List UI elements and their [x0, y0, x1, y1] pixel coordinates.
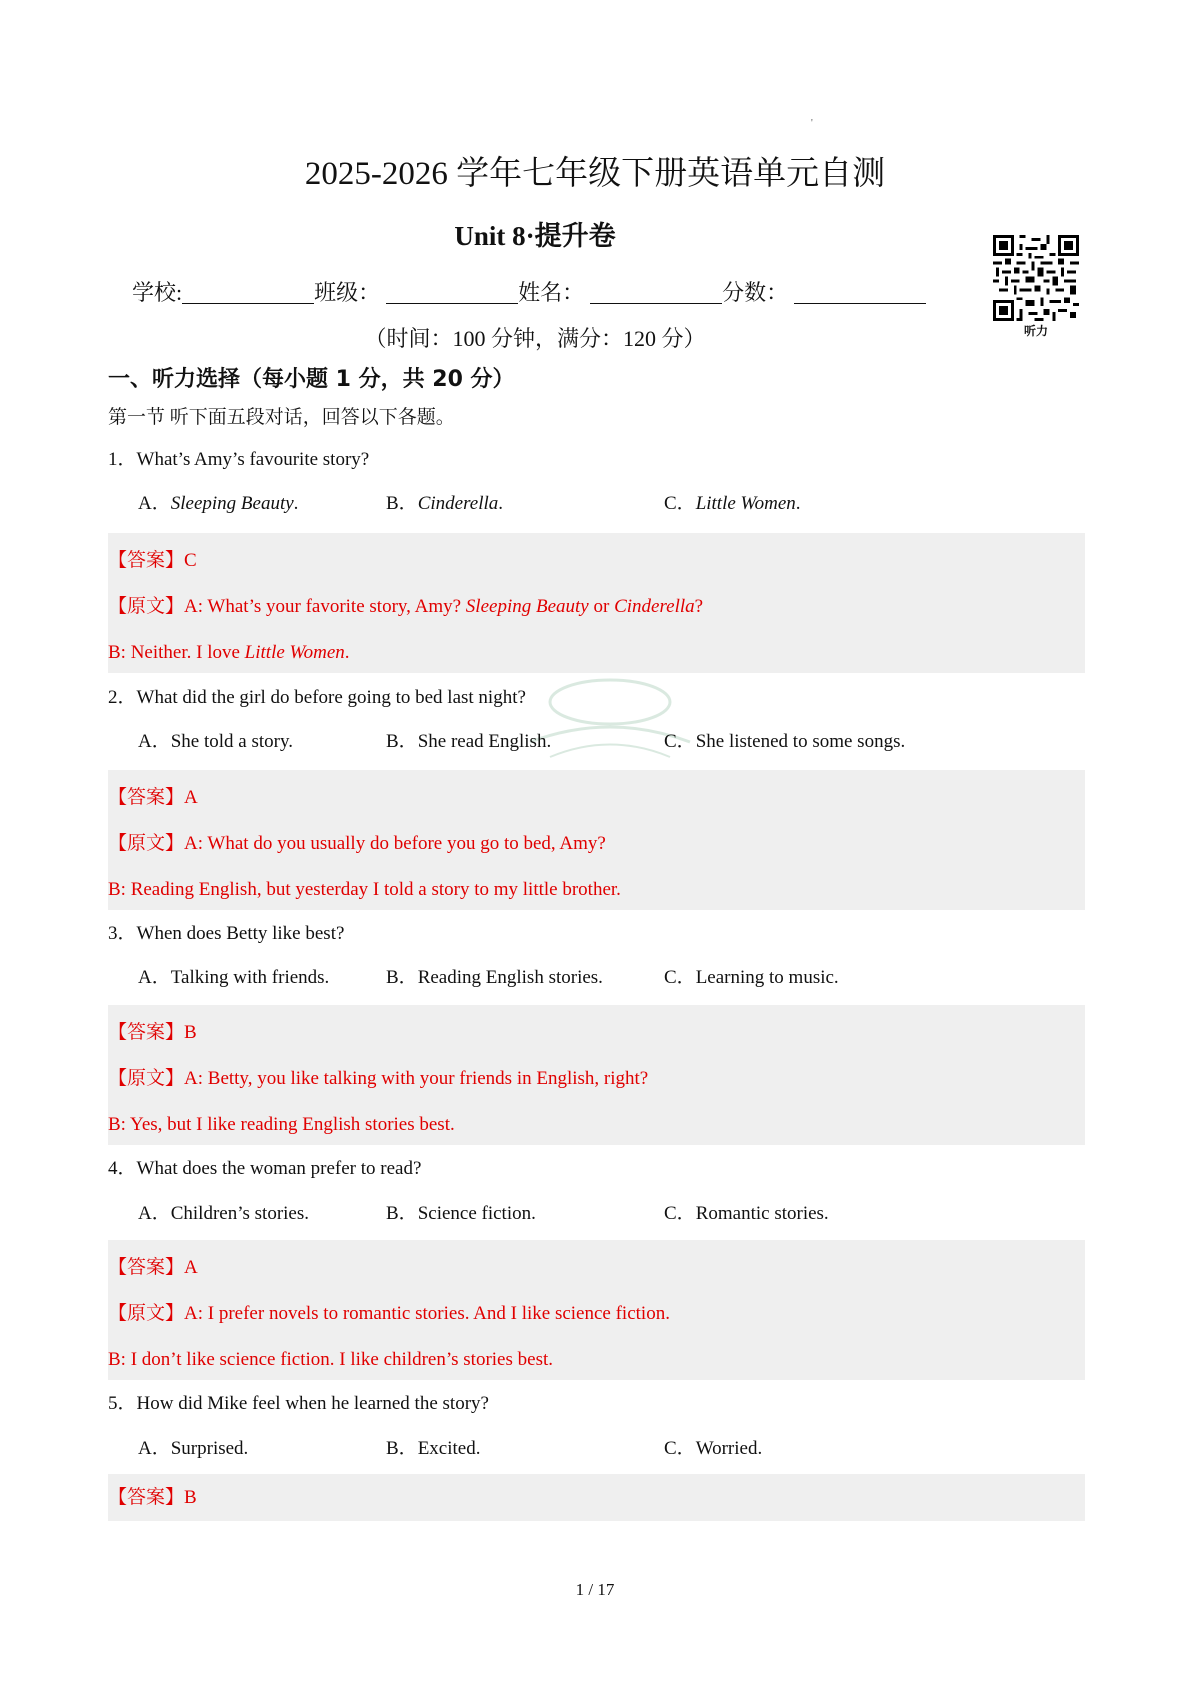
- option-text: Little Women: [695, 493, 796, 514]
- option-text: Science fiction.: [417, 1203, 536, 1224]
- option-letter: A．: [138, 493, 171, 514]
- transcript-a: [108, 1300, 670, 1328]
- transcript-a: [108, 830, 606, 858]
- option-a[interactable]: [138, 490, 298, 518]
- transcript-text: B: Neither. I love: [108, 642, 245, 663]
- section-instruction: 第一节 听下面五段对话，回答以下各题。: [108, 407, 455, 428]
- transcript-italic: Little Women: [244, 642, 345, 663]
- option-c[interactable]: [664, 490, 801, 518]
- student-info-row: [132, 278, 926, 308]
- tiny-mark: ': [811, 118, 813, 129]
- time-note: （时间：100 分钟，满分：120 分）: [364, 326, 706, 351]
- question-5: [108, 1390, 489, 1418]
- answer-box-5: [108, 1474, 1085, 1521]
- option-letter: A．: [138, 731, 171, 752]
- transcript-text: ?: [694, 596, 704, 617]
- option-c[interactable]: [664, 1435, 762, 1463]
- option-letter: B．: [386, 1203, 418, 1224]
- name-blank[interactable]: [590, 279, 722, 304]
- transcript-text: .: [344, 642, 350, 663]
- question-text: What did the girl do before going to bed last night?: [136, 687, 526, 708]
- class-blank[interactable]: [386, 279, 518, 304]
- option-text: She read English.: [417, 731, 552, 752]
- option-letter: B．: [386, 967, 418, 988]
- option-end: .: [293, 493, 299, 514]
- option-end: .: [795, 493, 801, 514]
- school-label: 学校:: [132, 280, 183, 305]
- option-b[interactable]: [386, 490, 503, 518]
- qr-caption: 听力: [1023, 324, 1048, 338]
- watermark-logo-icon: [490, 672, 730, 772]
- transcript-label: 【原文】: [108, 596, 185, 617]
- option-letter: B．: [386, 1438, 418, 1459]
- answer-line: [108, 547, 197, 575]
- option-b[interactable]: [386, 1435, 480, 1463]
- option-a[interactable]: [138, 728, 293, 756]
- transcript-a: [108, 1065, 648, 1093]
- question-number: 5．: [108, 1393, 137, 1414]
- option-letter: C．: [664, 1438, 696, 1459]
- option-a[interactable]: [138, 1435, 248, 1463]
- transcript-text: A: What do you usually do before you go to bed, Amy?: [184, 833, 606, 854]
- name-label: 姓名：: [518, 280, 585, 305]
- option-letter: A．: [138, 1438, 171, 1459]
- transcript-italic: Cinderella: [614, 596, 695, 617]
- option-b[interactable]: [386, 1200, 536, 1228]
- option-text: Sleeping Beauty: [170, 493, 294, 514]
- question-text: How did Mike feel when he learned the story?: [136, 1393, 489, 1414]
- answer-line: [108, 1254, 198, 1282]
- option-letter: C．: [664, 967, 696, 988]
- question-text: When does Betty like best?: [136, 923, 345, 944]
- question-2: [108, 684, 526, 712]
- option-c[interactable]: [664, 964, 839, 992]
- page-subtitle: Unit 8·提升卷: [454, 221, 616, 251]
- answer-box-2: [108, 770, 1085, 910]
- transcript-text: A: I prefer novels to romantic stories. And I like science fiction.: [184, 1303, 670, 1324]
- answer-label: 【答案】: [108, 1487, 185, 1508]
- option-end: .: [498, 493, 504, 514]
- option-c[interactable]: [664, 728, 905, 756]
- option-c[interactable]: [664, 1200, 829, 1228]
- transcript-italic: Sleeping Beauty: [465, 596, 589, 617]
- answer-line: [108, 784, 198, 812]
- transcript-b: B: Reading English, but yesterday I told a story to my little brother.: [108, 879, 621, 900]
- qr-code-icon[interactable]: [993, 235, 1079, 321]
- page-title: 2025-2026 学年七年级下册英语单元自测: [304, 156, 886, 192]
- option-text: She told a story.: [170, 731, 293, 752]
- option-text: Cinderella: [417, 493, 499, 514]
- option-a[interactable]: [138, 964, 329, 992]
- answer-line: [108, 1019, 197, 1047]
- question-3: [108, 920, 344, 948]
- answer-value: A: [184, 787, 198, 808]
- answer-box-1: [108, 533, 1085, 673]
- transcript-label: 【原文】: [108, 1303, 185, 1324]
- answer-label: 【答案】: [108, 550, 185, 571]
- transcript-a: [108, 593, 703, 621]
- class-label: 班级：: [314, 280, 381, 305]
- transcript-text: or: [588, 596, 615, 617]
- answer-box-3: [108, 1005, 1085, 1145]
- answer-label: 【答案】: [108, 1022, 185, 1043]
- answer-value: C: [184, 550, 197, 571]
- transcript-label: 【原文】: [108, 833, 185, 854]
- answer-line: [108, 1484, 197, 1512]
- option-text: She listened to some songs.: [695, 731, 906, 752]
- page-number: 1 / 17: [575, 1580, 615, 1599]
- answer-label: 【答案】: [108, 1257, 185, 1278]
- transcript-text: A: What’s your favorite story, Amy?: [184, 596, 466, 617]
- transcript-b: B: I don’t like science fiction. I like children’s stories best.: [108, 1349, 553, 1370]
- option-text: Worried.: [695, 1438, 763, 1459]
- score-label: 分数：: [722, 280, 789, 305]
- option-text: Romantic stories.: [695, 1203, 829, 1224]
- question-number: 4．: [108, 1158, 137, 1179]
- question-number: 1．: [108, 449, 137, 470]
- option-text: Reading English stories.: [417, 967, 603, 988]
- answer-value: A: [184, 1257, 198, 1278]
- answer-label: 【答案】: [108, 787, 185, 808]
- option-text: Children’s stories.: [170, 1203, 310, 1224]
- transcript-b: B: Yes, but I like reading English stories best.: [108, 1114, 455, 1135]
- transcript-label: 【原文】: [108, 1068, 185, 1089]
- option-letter: C．: [664, 493, 696, 514]
- option-a[interactable]: [138, 1200, 309, 1228]
- option-text: Surprised.: [170, 1438, 249, 1459]
- answer-box-4: [108, 1240, 1085, 1380]
- transcript-b: [108, 639, 350, 667]
- option-letter: B．: [386, 731, 418, 752]
- option-letter: B．: [386, 493, 418, 514]
- option-text: Learning to music.: [695, 967, 839, 988]
- question-1: [108, 446, 369, 474]
- answer-value: B: [184, 1022, 197, 1043]
- section-heading: 一、听力选择（每小题 1 分，共 20 分）: [108, 367, 515, 392]
- question-text: What’s Amy’s favourite story?: [136, 449, 370, 470]
- option-letter: C．: [664, 1203, 696, 1224]
- school-blank[interactable]: [182, 279, 314, 304]
- question-text: What does the woman prefer to read?: [136, 1158, 422, 1179]
- question-number: 2．: [108, 687, 137, 708]
- score-blank[interactable]: [794, 279, 926, 304]
- question-4: [108, 1155, 421, 1183]
- transcript-text: A: Betty, you like talking with your friends in English, right?: [184, 1068, 649, 1089]
- option-letter: A．: [138, 967, 171, 988]
- option-text: Excited.: [417, 1438, 481, 1459]
- question-number: 3．: [108, 923, 137, 944]
- option-letter: A．: [138, 1203, 171, 1224]
- option-text: Talking with friends.: [170, 967, 330, 988]
- option-b[interactable]: [386, 964, 603, 992]
- option-letter: C．: [664, 731, 696, 752]
- answer-value: B: [184, 1487, 197, 1508]
- option-b[interactable]: [386, 728, 551, 756]
